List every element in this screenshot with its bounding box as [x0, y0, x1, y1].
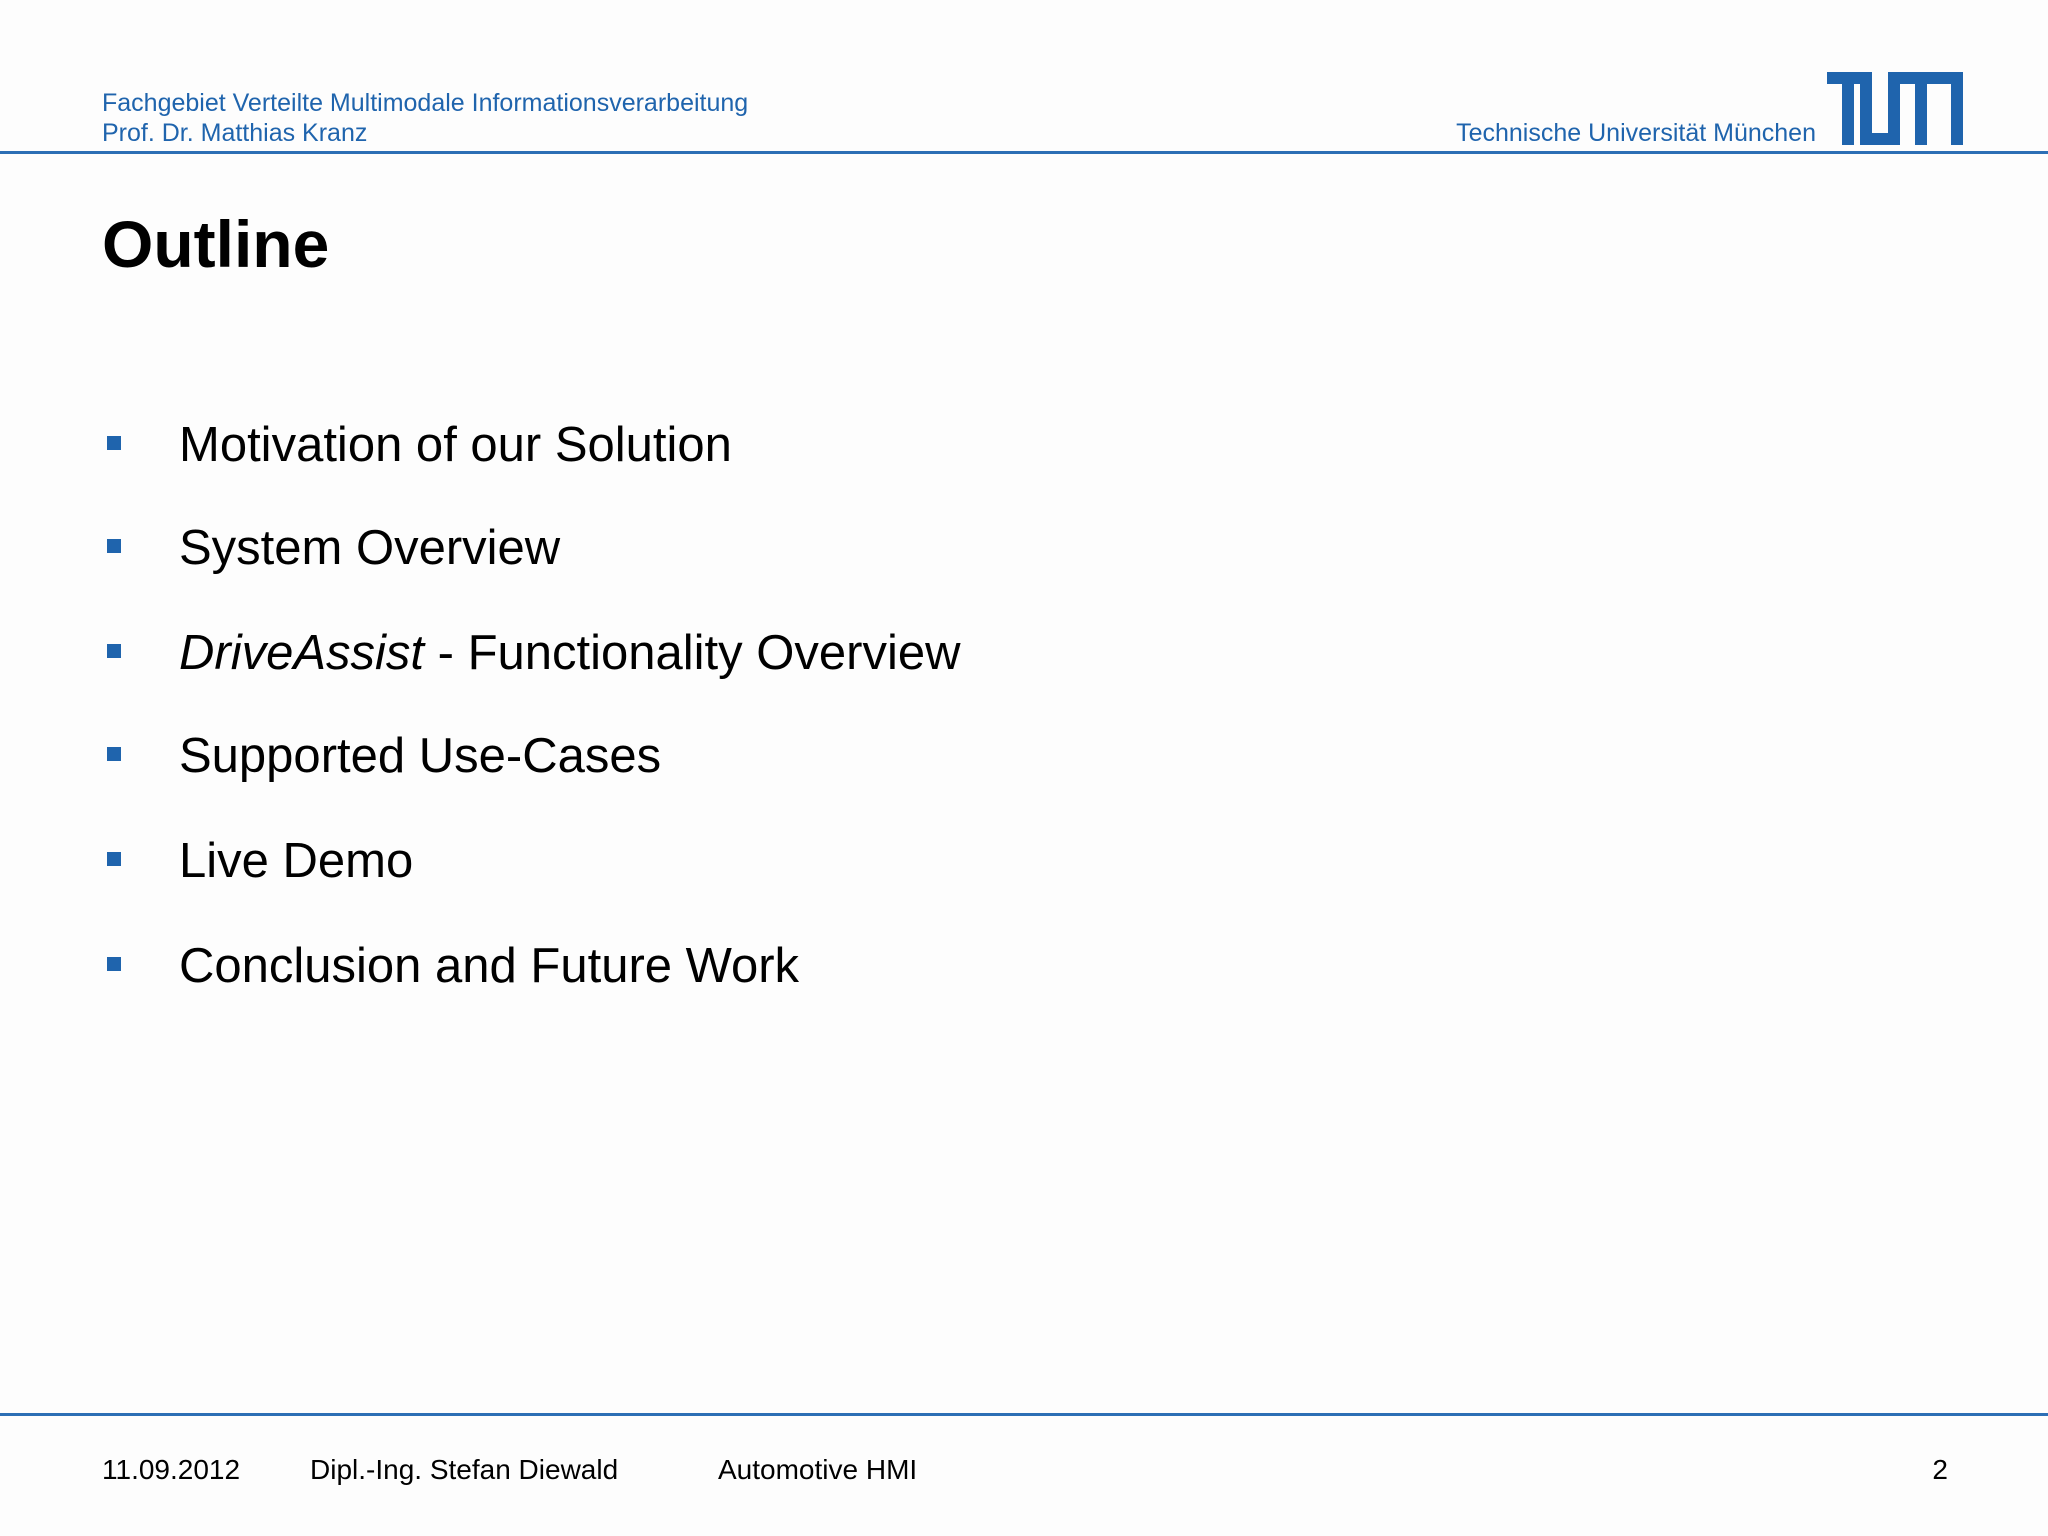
- footer-rule: [0, 1413, 2048, 1416]
- bullet-square-icon: [107, 539, 121, 553]
- header-rule: [0, 151, 2048, 154]
- footer-topic: Automotive HMI: [718, 1454, 918, 1485]
- tum-logo: [1827, 72, 1963, 145]
- bullet-square-icon: [107, 644, 121, 658]
- page-number: 2: [1932, 1454, 1948, 1485]
- slide-title: Outline: [102, 207, 330, 281]
- bullet-square-icon: [107, 852, 121, 866]
- footer-author: Dipl.-Ing. Stefan Diewald: [310, 1454, 619, 1485]
- list-item-label: Supported Use-Cases: [179, 729, 662, 783]
- bullet-square-icon: [107, 436, 121, 450]
- university-name: Technische Universität München: [1456, 119, 1816, 147]
- bullet-square-icon: [107, 747, 121, 761]
- list-item-label: Conclusion and Future Work: [179, 939, 800, 993]
- list-item-label: Motivation of our Solution: [179, 418, 732, 472]
- header-affiliation: [102, 88, 748, 148]
- footer-date: 11.09.2012: [102, 1454, 241, 1485]
- list-item-label: DriveAssist - Functionality Overview: [179, 626, 961, 680]
- list-item-label: Live Demo: [179, 834, 414, 888]
- department-name: Fachgebiet Verteilte Multimodale Informationsverarbeitung: [102, 89, 749, 117]
- bullet-square-icon: [107, 957, 121, 971]
- product-name: DriveAssist: [179, 626, 425, 680]
- list-item-label: System Overview: [179, 521, 561, 575]
- professor-name: Prof. Dr. Matthias Kranz: [102, 119, 368, 147]
